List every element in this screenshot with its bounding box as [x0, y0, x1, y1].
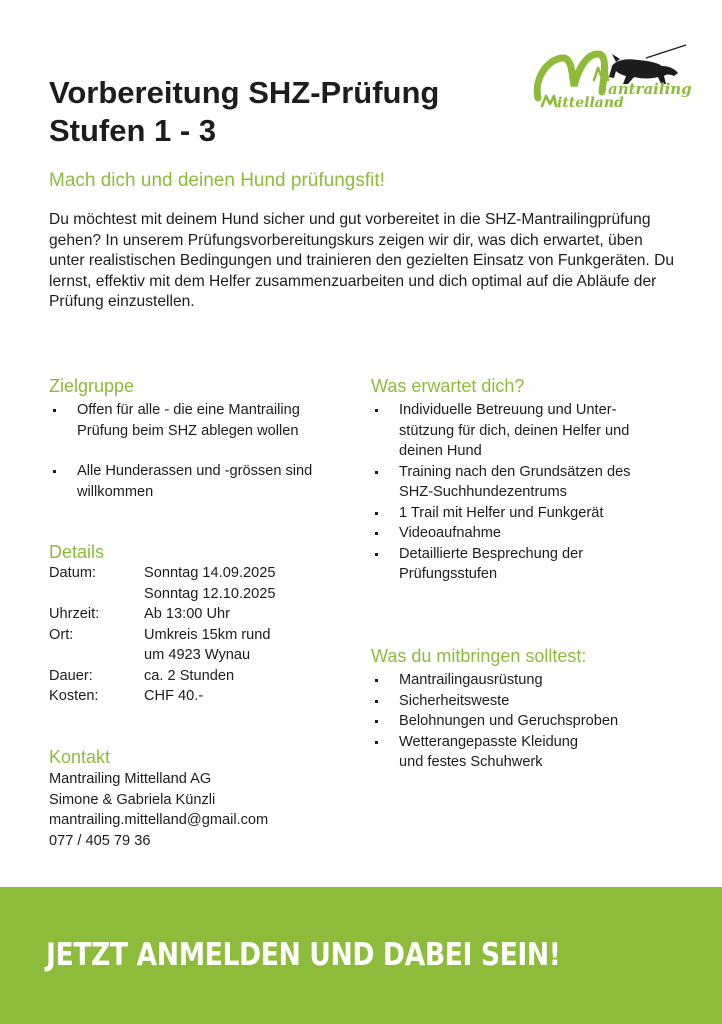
details-value: um 4923 Wynau: [144, 647, 251, 663]
page-title: [49, 74, 519, 150]
details-section: [49, 541, 349, 707]
details-row: [49, 604, 275, 625]
details-label: Ort:: [49, 626, 74, 643]
details-row: [49, 666, 275, 687]
details-label: Dauer:: [49, 667, 93, 684]
list-item: Mantrailingausrüstung: [371, 670, 666, 691]
subtitle: Mach dich und deinen Hund prüfungsfit!: [49, 170, 385, 191]
list-item: Videoaufnahme: [371, 523, 666, 544]
kontakt-heading: Kontakt: [49, 747, 111, 767]
list-item: Training nach den Grundsätzen des SHZ-Suchhundezentrums: [371, 462, 666, 503]
details-value: CHF 40.-: [144, 688, 204, 704]
erwartet-heading: Was erwartet dich?: [371, 376, 525, 396]
mitbringen-list: [371, 670, 666, 773]
details-value: Sonntag 12.10.2025: [144, 585, 276, 602]
title-line-1: Vorbereitung SHZ-Prüfung: [49, 75, 440, 110]
details-heading: Details: [49, 542, 105, 562]
list-item: Belohnungen und Geruchsproben: [371, 711, 666, 732]
kontakt-names: Simone & Gabriela Künzli: [49, 791, 216, 808]
list-item: Sicherheitsweste: [371, 691, 666, 712]
kontakt-company: Mantrailing Mittelland AG: [49, 771, 212, 787]
details-row: [49, 625, 275, 646]
details-row: [49, 563, 275, 584]
list-item: Wetterangepasste Kleidung und festes Schuhwerk: [371, 732, 666, 773]
details-label: Uhrzeit:: [49, 606, 100, 622]
logo-text-2: ittelland: [557, 95, 624, 111]
details-row: [49, 584, 275, 605]
kontakt-section: [49, 746, 349, 851]
zielgruppe-section: [49, 375, 349, 502]
details-row: [49, 686, 275, 707]
list-item: Alle Hunderassen und -grössen sind willkommen: [49, 461, 349, 502]
zielgruppe-heading: Zielgruppe: [49, 376, 135, 396]
details-value: Umkreis 15km rund: [144, 626, 271, 643]
details-label: Kosten:: [49, 688, 99, 704]
details-label: [49, 584, 144, 605]
cta-banner-text[interactable]: JETZT ANMELDEN UND DABEI SEIN!: [46, 937, 561, 973]
details-value: Ab 13:00 Uhr: [144, 606, 230, 622]
cta-banner[interactable]: [0, 887, 722, 1024]
details-table: [49, 563, 275, 707]
list-item: 1 Trail mit Helfer und Funkgerät: [371, 503, 666, 524]
details-value: ca. 2 Stunden: [144, 667, 235, 684]
erwartet-list: [371, 400, 666, 585]
kontakt-phone[interactable]: 077 / 405 79 36: [49, 832, 151, 849]
erwartet-section: [371, 375, 666, 585]
title-line-2: Stufen 1 - 3: [49, 113, 217, 148]
kontakt-email[interactable]: mantrailing.mittelland@gmail.com: [49, 812, 269, 828]
details-label: Datum:: [49, 565, 97, 581]
list-item: Offen für alle - die eine Mantrailing Prüfung beim SHZ ablegen wollen: [49, 400, 349, 441]
details-value: Sonntag 14.09.2025: [144, 565, 276, 581]
details-row: [49, 645, 275, 666]
list-item: Individuelle Betreuung und Unter-stützung für dich, deinen Helfer und deinen Hund: [371, 400, 666, 462]
details-label: [49, 645, 144, 666]
zielgruppe-list: [49, 400, 349, 502]
mitbringen-section: [371, 645, 666, 773]
mantrailing-logo: [528, 40, 693, 115]
logo-graphic: [528, 40, 693, 115]
mitbringen-heading: Was du mitbringen solltest:: [371, 646, 587, 666]
intro-text: Du möchtest mit deinem Hund sicher und gut vorbereitet in die SHZ-Mantrailingprüfung gehen? In unserem Prüfungsvorbereitungskurs zeigen wir dir, was dich erwartet, üben unter realistischen Bedingungen und trainieren den gezielten Einsatz von Funkgeräten. Du lernst, effektiv mit dem Helfer zusammenzuarbeiten und dich optimal auf die Abläufe der Prüfung einzustellen.: [49, 211, 675, 310]
list-item: Detaillierte Besprechung der Prüfungsstufen: [371, 544, 666, 585]
logo-text-1: antrailing: [608, 80, 692, 98]
